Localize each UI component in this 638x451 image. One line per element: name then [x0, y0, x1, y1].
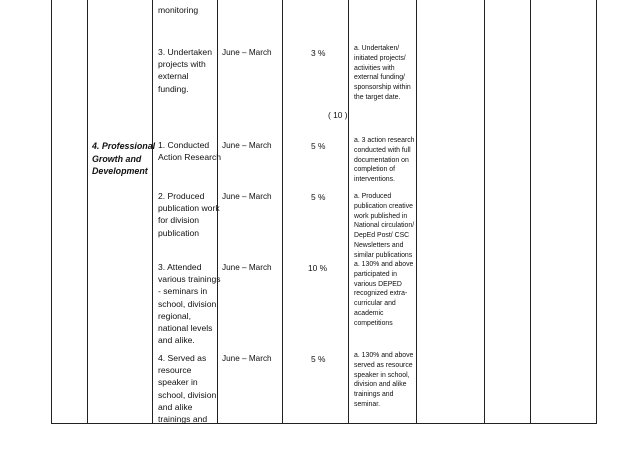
indicator-cell: a. Undertaken/ initiated projects/ activities with external funding/ sponsorship within the target date. — [354, 45, 411, 101]
timeline-cell: June – March — [222, 141, 272, 150]
task-cell: 4. Served as resource speaker in school, division and alike trainings and — [158, 353, 217, 425]
column-divider — [596, 0, 597, 423]
weight-cell: 5 % — [311, 192, 326, 202]
column-divider — [484, 0, 485, 423]
weight-cell: 5 % — [311, 354, 326, 364]
task-cell: 3. Attended various trainings - seminars in school, division, regional, national levels and alike. — [158, 262, 221, 346]
task-cell: 1. Conducted Action Research — [158, 140, 222, 163]
column-divider — [51, 0, 52, 423]
timeline-cell: June – March — [222, 354, 272, 363]
column-divider — [87, 0, 88, 423]
task-continuation: monitoring — [158, 5, 199, 15]
indicator-cell: a. 130% and above participated in various DEPED recognized extra- curricular and academic competitions — [354, 261, 414, 327]
column-divider — [530, 0, 531, 423]
weight-cell: 5 % — [311, 141, 326, 151]
indicator-cell: a. 130% and above served as resource speaker in school, division and alike trainings and seminar. — [354, 352, 414, 408]
weight-cell: 10 % — [308, 263, 328, 273]
column-divider — [416, 0, 417, 423]
weight-subtotal: ( 10 ) — [328, 110, 348, 120]
column-divider — [348, 0, 349, 423]
indicator-cell: a. 3 action research conducted with full documentation on completion of interventions. — [354, 137, 415, 184]
table-bottom-border — [51, 423, 597, 424]
indicator-cell: a. Produced publication creative work published in National circulation/ DepEd Post/ CSC Newsletters and similar publications — [354, 193, 415, 259]
timeline-cell: June – March — [222, 48, 272, 57]
timeline-cell: June – March — [222, 192, 272, 201]
weight-cell: 3 % — [311, 48, 326, 58]
column-divider — [152, 0, 153, 423]
section-label: 4. Professional Growth and Development — [92, 141, 156, 177]
task-cell: 3. Undertaken projects with external funding. — [158, 47, 212, 94]
task-cell: 2. Produced publication work for division publication — [158, 191, 220, 238]
column-divider — [282, 0, 283, 423]
timeline-cell: June – March — [222, 263, 272, 272]
